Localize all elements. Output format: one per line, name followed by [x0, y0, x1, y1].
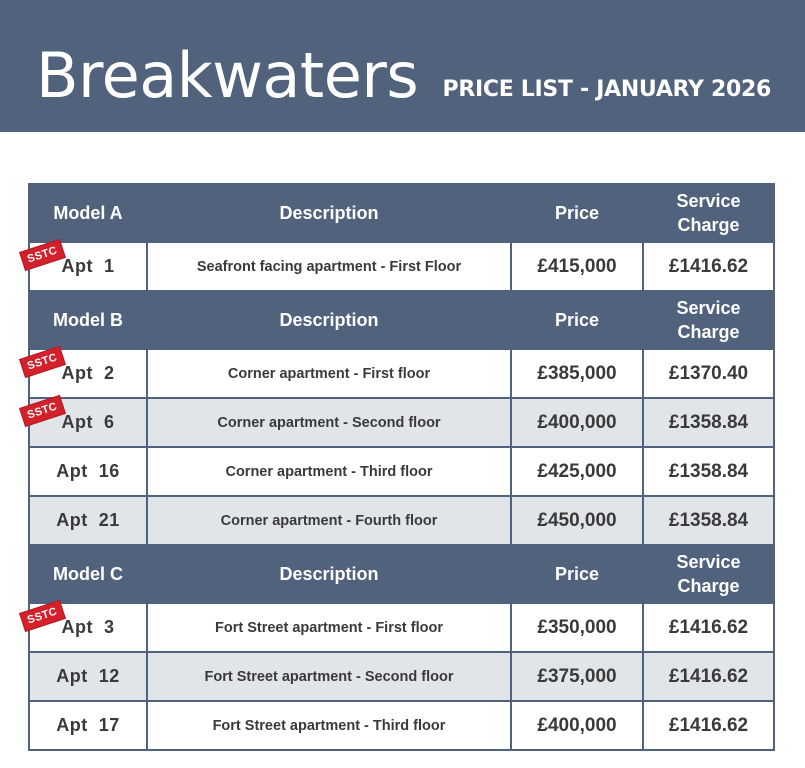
description-cell: Corner apartment - Fourth floor [147, 496, 511, 545]
price-list-subtitle: PRICE LIST - JANUARY 2026 [442, 77, 771, 102]
price-cell: £425,000 [511, 447, 643, 496]
description-cell: Seafront facing apartment - First Floor [147, 242, 511, 291]
model-name: Model C [29, 545, 147, 603]
service-charge-cell: £1416.62 [643, 603, 774, 652]
description-cell: Corner apartment - First floor [147, 349, 511, 398]
description-header: Description [147, 545, 511, 603]
price-cell: £400,000 [511, 398, 643, 447]
apartment-number: Apt 12 [56, 666, 120, 686]
model-name: Model A [29, 184, 147, 242]
description-cell: Corner apartment - Second floor [147, 398, 511, 447]
apartment-number: Apt 16 [56, 461, 120, 481]
service-charge-cell: £1358.84 [643, 447, 774, 496]
service-charge-header-line1: Service [676, 298, 741, 318]
service-charge-header-line1: Service [676, 191, 741, 211]
service-charge-cell: £1416.62 [643, 242, 774, 291]
model-header-row [29, 184, 774, 242]
description-cell: Corner apartment - Third floor [147, 447, 511, 496]
service-charge-cell: £1358.84 [643, 496, 774, 545]
service-charge-header-line2: Charge [677, 576, 740, 596]
price-cell: £375,000 [511, 652, 643, 701]
price-cell: £415,000 [511, 242, 643, 291]
apartment-cell [29, 447, 147, 496]
price-cell: £385,000 [511, 349, 643, 398]
apartment-row [29, 496, 774, 545]
apartment-cell [29, 652, 147, 701]
brand-title: Breakwaters [36, 39, 419, 112]
sstc-badge: SSTC [20, 396, 64, 426]
price-header: Price [511, 545, 643, 603]
price-header: Price [511, 291, 643, 349]
apartment-row [29, 398, 774, 447]
service-charge-cell: £1358.84 [643, 398, 774, 447]
model-header-row [29, 545, 774, 603]
service-charge-cell: £1416.62 [643, 652, 774, 701]
description-header: Description [147, 184, 511, 242]
apartment-row [29, 349, 774, 398]
service-charge-header [643, 291, 774, 349]
service-charge-header-line1: Service [676, 552, 741, 572]
model-header-row [29, 291, 774, 349]
apartment-cell [29, 701, 147, 750]
apartment-row [29, 242, 774, 291]
apartment-row [29, 652, 774, 701]
apartment-row [29, 701, 774, 750]
description-cell: Fort Street apartment - First floor [147, 603, 511, 652]
apartment-cell [25, 603, 147, 652]
sstc-badge: SSTC [20, 347, 64, 377]
description-cell: Fort Street apartment - Second floor [147, 652, 511, 701]
price-table [25, 183, 775, 751]
price-header: Price [511, 184, 643, 242]
apartment-number: Apt 17 [56, 715, 120, 735]
apartment-row [29, 603, 774, 652]
apartment-row [29, 447, 774, 496]
sstc-badge: SSTC [20, 601, 64, 631]
apartment-cell [25, 242, 147, 291]
apartment-number: Apt 3 [61, 617, 115, 637]
description-cell: Fort Street apartment - Third floor [147, 701, 511, 750]
service-charge-header [643, 184, 774, 242]
description-header: Description [147, 291, 511, 349]
price-cell: £450,000 [511, 496, 643, 545]
service-charge-header [643, 545, 774, 603]
service-charge-header-line2: Charge [677, 322, 740, 342]
sstc-badge: SSTC [20, 240, 64, 270]
price-table-body [25, 184, 774, 750]
header-banner [0, 0, 805, 132]
apartment-number: Apt 1 [61, 256, 115, 276]
apartment-cell [25, 349, 147, 398]
apartment-cell [25, 398, 147, 447]
apartment-cell [29, 496, 147, 545]
price-cell: £350,000 [511, 603, 643, 652]
service-charge-header-line2: Charge [677, 215, 740, 235]
apartment-number: Apt 6 [61, 412, 115, 432]
model-name: Model B [29, 291, 147, 349]
price-cell: £400,000 [511, 701, 643, 750]
service-charge-cell: £1370.40 [643, 349, 774, 398]
apartment-number: Apt 21 [56, 510, 120, 530]
service-charge-cell: £1416.62 [643, 701, 774, 750]
apartment-number: Apt 2 [61, 363, 115, 383]
